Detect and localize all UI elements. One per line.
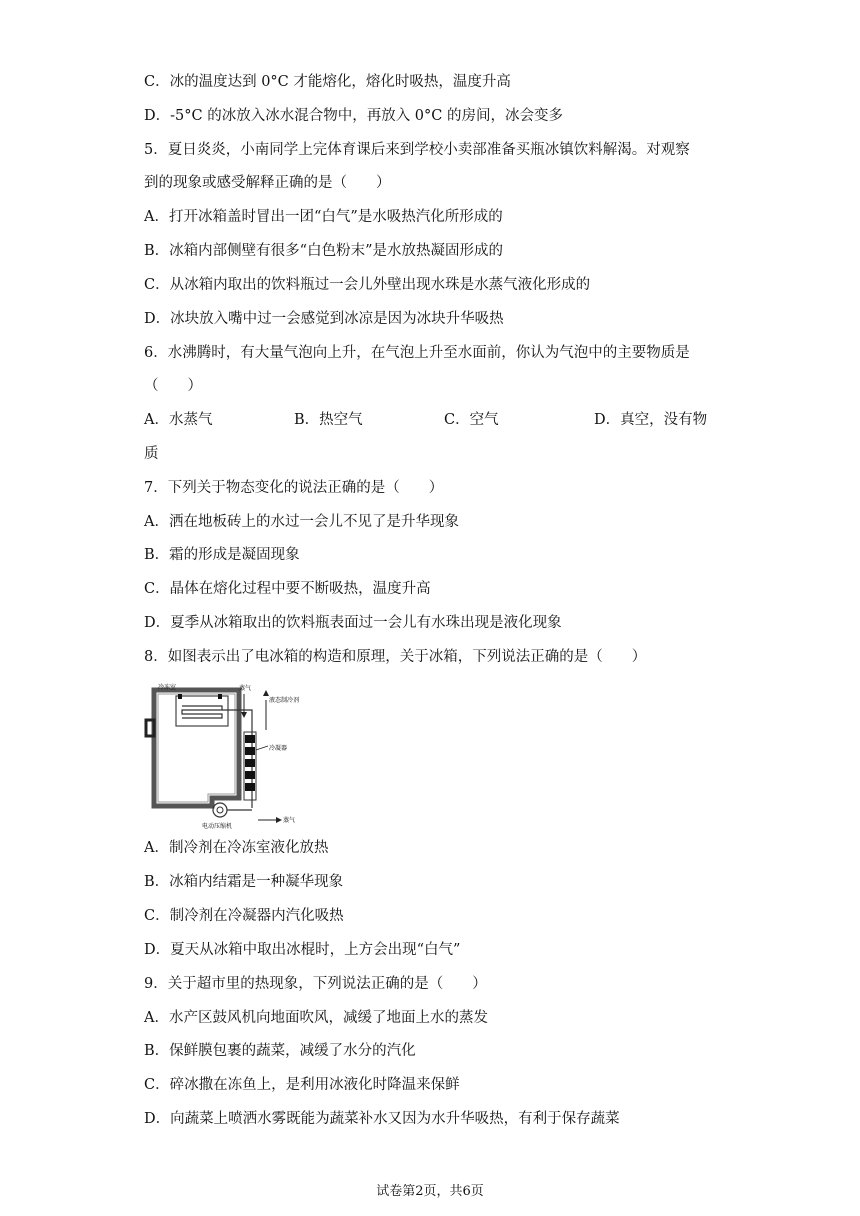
q6-stem-line1: 6．水沸腾时，有大量气泡向上升，在气泡上升至水面前，你认为气泡中的主要物质是 bbox=[144, 345, 690, 361]
liquid-refrigerant-label: 液态制冷剂 bbox=[269, 697, 300, 704]
q6-option-a: A．水蒸气 bbox=[144, 412, 213, 428]
refrigerator-diagram bbox=[144, 680, 300, 830]
compressor-core bbox=[217, 807, 223, 813]
q4-option-d: D．-5°C 的冰放入冰水混合物中，再放入 0°C 的房间，冰会变多 bbox=[144, 108, 563, 124]
q7-stem: 7．下列关于物态变化的说法正确的是（ ） bbox=[144, 480, 444, 496]
q6-option-b: B．热空气 bbox=[294, 412, 363, 428]
freezer-label: 冷冻室 bbox=[158, 684, 177, 691]
compressor-label: 电动压缩机 bbox=[202, 823, 233, 830]
q8-option-c: C．制冷剂在冷凝器内汽化吸热 bbox=[144, 908, 344, 924]
q7-option-c: C．晶体在熔化过程中要不断吸热，温度升高 bbox=[144, 581, 431, 597]
q5-stem-line1: 5．夏日炎炎，小南同学上完体育课后来到学校小卖部准备买瓶冰镇饮料解渴。对观察 bbox=[144, 142, 690, 158]
door-handle bbox=[146, 720, 154, 736]
q9-stem: 9．关于超市里的热现象，下列说法正确的是（ ） bbox=[144, 976, 487, 992]
q7-option-b: B．霜的形成是凝固现象 bbox=[144, 547, 300, 563]
q5-option-d: D．冰块放入嘴中过一会感觉到冰凉是因为冰块升华吸热 bbox=[144, 311, 504, 327]
condenser-fin bbox=[245, 735, 255, 743]
compressor bbox=[213, 803, 227, 817]
freezer-block bbox=[218, 694, 222, 699]
condenser-fin bbox=[245, 783, 255, 791]
condenser-fin bbox=[245, 771, 255, 779]
q5-stem-line2: 到的现象或感受解释正确的是（ ） bbox=[144, 175, 391, 191]
cabinet-wall bbox=[154, 690, 239, 806]
page-footer: 试卷第2页，共6页 bbox=[376, 1184, 484, 1199]
q8-stem: 8．如图表示出了电冰箱的构造和原理，关于冰箱，下列说法正确的是（ ） bbox=[144, 649, 647, 665]
q6-option-d-continued: 质 bbox=[144, 446, 159, 462]
q6-option-c: C．空气 bbox=[444, 412, 499, 428]
q9-option-b: B．保鲜膜包裹的蔬菜，减缓了水分的汽化 bbox=[144, 1043, 416, 1059]
condenser-pointer bbox=[256, 746, 268, 750]
condenser-fin bbox=[245, 759, 255, 767]
q5-option-c: C．从冰箱内取出的饮料瓶过一会儿外壁出现水珠是水蒸气液化形成的 bbox=[144, 277, 591, 293]
q7-option-d: D．夏季从冰箱取出的饮料瓶表面过一会儿有水珠出现是液化现象 bbox=[144, 615, 562, 631]
q9-option-c: C．碎冰撒在冻鱼上，是利用冰液化时降温来保鲜 bbox=[144, 1077, 460, 1093]
q7-option-a: A．洒在地板砖上的水过一会儿不见了是升华现象 bbox=[144, 514, 459, 530]
q4-option-c: C．冰的温度达到 0°C 才能熔化，熔化时吸热，温度升高 bbox=[144, 74, 511, 90]
condenser-label: 冷凝器 bbox=[269, 745, 288, 752]
q9-option-a: A．水产区鼓风机向地面吹风，减缓了地面上水的蒸发 bbox=[144, 1010, 488, 1026]
vapor-label-bottom: 蒸气 bbox=[283, 817, 296, 824]
q8-option-a: A．制冷剂在冷冻室液化放热 bbox=[144, 840, 329, 856]
freezer-compartment bbox=[176, 696, 228, 726]
liquid-arrowhead bbox=[263, 690, 269, 696]
vapor-label-top: 蒸气 bbox=[239, 685, 252, 692]
vapor-arrowhead-top bbox=[241, 712, 247, 718]
q8-option-b: B．冰箱内结霜是一种凝华现象 bbox=[144, 874, 344, 890]
condenser-fin bbox=[245, 747, 255, 755]
q8-option-d: D．夏天从冰箱中取出冰棍时，上方会出现“白气” bbox=[144, 942, 461, 958]
q9-option-d: D．向蔬菜上喷洒水雾既能为蔬菜补水又因为水升华吸热，有利于保存蔬菜 bbox=[144, 1111, 620, 1127]
vapor-arrowhead-bottom bbox=[276, 817, 282, 823]
q6-option-d: D．真空，没有物 bbox=[594, 412, 708, 428]
freezer-block bbox=[178, 694, 182, 699]
q5-option-a: A．打开冰箱盖时冒出一团“白气”是水吸热汽化所形成的 bbox=[144, 209, 503, 225]
evaporator-coil bbox=[182, 706, 222, 718]
q5-option-b: B．冰箱内部侧壁有很多“白色粉末”是水放热凝固形成的 bbox=[144, 243, 503, 259]
q6-stem-line2: （ ） bbox=[144, 378, 202, 394]
